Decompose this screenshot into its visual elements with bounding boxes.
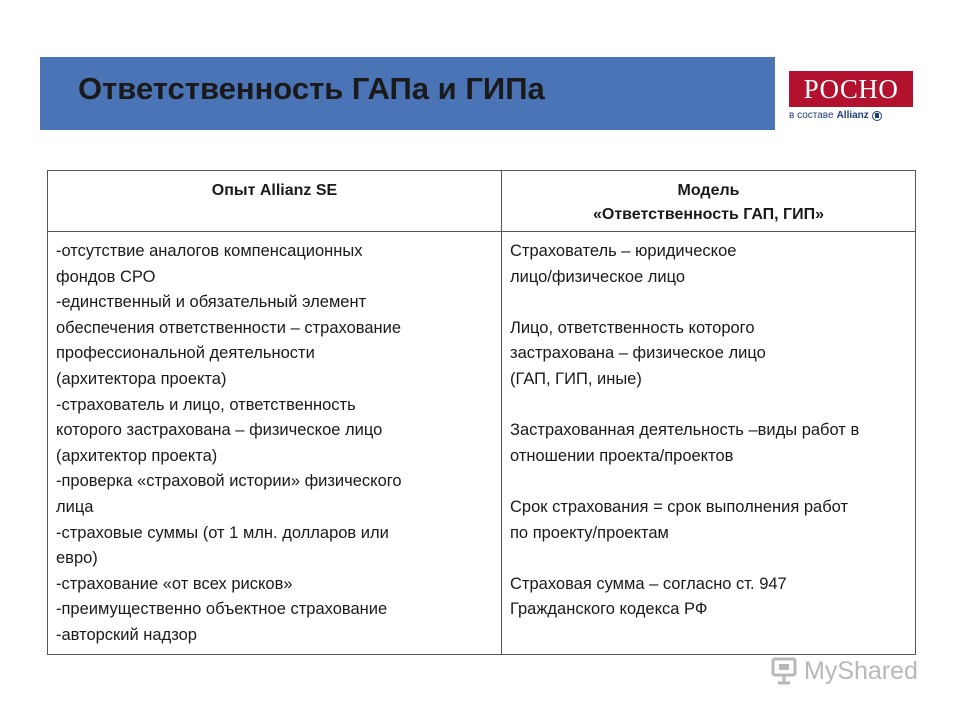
left-line: обеспечения ответственности – страхование xyxy=(56,318,402,337)
right-line: Застрахованная деятельность –виды работ в xyxy=(510,421,860,440)
allianz-icon xyxy=(872,111,882,121)
rosno-logo xyxy=(789,71,913,121)
col2-header xyxy=(502,171,916,232)
right-spacer xyxy=(510,393,907,419)
logo-subtitle xyxy=(789,110,913,121)
right-spacer xyxy=(510,469,907,495)
col1-header-text: Опыт Allianz SE xyxy=(211,182,338,199)
comparison-table xyxy=(47,170,916,655)
left-line: -отсутствие аналогов компенсационных xyxy=(56,242,363,260)
table-header-row xyxy=(48,171,916,232)
right-spacer xyxy=(510,546,907,572)
left-line: -преимущественно объектное страхование xyxy=(56,600,388,619)
left-line: -проверка «страховой истории» физического xyxy=(56,472,402,491)
col2-header-line2: «Ответственность ГАП, ГИП» xyxy=(592,206,825,223)
slide-title: Ответственность ГАПа и ГИПа xyxy=(78,71,545,106)
right-line: по проекту/проектам xyxy=(510,523,669,542)
right-line: Страхователь – юридическое xyxy=(510,242,737,260)
logo-word: РОСНО xyxy=(803,73,899,104)
right-line: Лицо, ответственность которого xyxy=(510,318,755,337)
right-line: Гражданского кодекса РФ xyxy=(510,600,708,619)
right-line: лицо/физическое лицо xyxy=(510,267,686,286)
left-line: профессиональной деятельности xyxy=(56,344,315,363)
left-line: лица xyxy=(56,497,94,516)
right-line: отношении проекта/проектов xyxy=(510,446,734,465)
left-line: -страхование «от всех рисков» xyxy=(56,574,293,593)
left-line: -единственный и обязательный элемент xyxy=(56,293,367,312)
title-bar xyxy=(40,57,775,130)
col1-header xyxy=(48,171,502,232)
right-cell xyxy=(502,232,916,655)
col2-header-line1: Модель xyxy=(677,182,740,199)
logo-box xyxy=(789,71,913,107)
right-line: (ГАП, ГИП, иные) xyxy=(510,369,642,388)
myshared-watermark xyxy=(768,655,918,687)
left-line: фондов СРО xyxy=(56,267,156,286)
right-line: Страховая сумма – согласно ст. 947 xyxy=(510,574,787,593)
right-line: застрахована – физическое лицо xyxy=(510,344,766,363)
logo-brand: Allianz xyxy=(836,110,869,121)
left-line: -страхователь и лицо, ответственность xyxy=(56,395,356,414)
left-cell xyxy=(48,232,502,655)
right-line: Срок страхования = срок выполнения работ xyxy=(510,497,849,516)
watermark-text: MyShared xyxy=(804,656,918,685)
table-row xyxy=(48,232,916,655)
left-line: евро) xyxy=(56,549,98,568)
presentation-icon xyxy=(768,655,800,687)
left-line: -авторский надзор xyxy=(56,625,197,644)
logo-subtitle-text: в составе xyxy=(789,110,834,121)
left-line: -страховые суммы (от 1 млн. долларов или xyxy=(56,523,389,542)
left-line: (архитектора проекта) xyxy=(56,369,227,388)
left-line: которого застрахована – физическое лицо xyxy=(56,421,383,440)
left-line: (архитектор проекта) xyxy=(56,446,218,465)
right-spacer xyxy=(510,290,907,316)
